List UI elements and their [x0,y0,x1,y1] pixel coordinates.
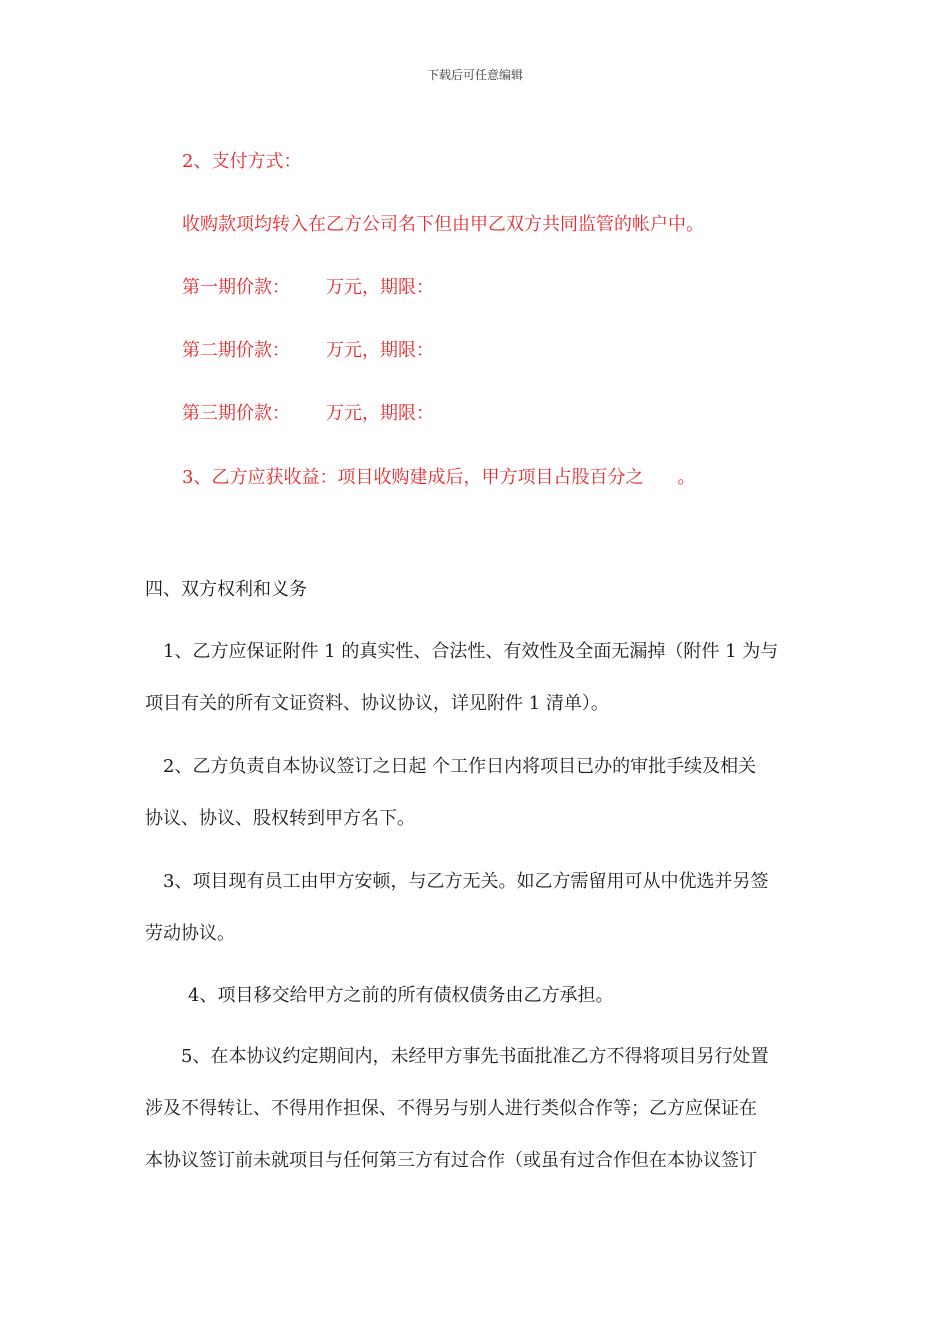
item-1-line-1: 1、乙方应保证附件 1 的真实性、合法性、有效性及全面无漏掉（附件 1 为与 [163,641,779,662]
payment-account-text: 收购款项均转入在乙方公司名下但由甲乙双方共同监管的帐户中。 [182,214,704,235]
item-5-line-3: 本协议签订前未就项目与任何第三方有过合作（或虽有过合作但在本协议签订 [145,1150,757,1171]
installment-3 [182,402,852,426]
installment-3-amount: 万元，期限： [326,403,434,424]
installment-2-label: 第二期价款： [182,340,290,361]
item-4: 4、项目移交给甲方之前的所有债权债务由乙方承担。 [188,985,614,1006]
item-2-line-1: 2、乙方负责自本协议签订之日起 个工作日内将项目已办的审批手续及相关 [163,756,757,777]
payment-heading: 2、支付方式： [182,151,302,172]
item-1-line-2: 项目有关的所有文证资料、协议协议，详见附件 1 清单）。 [145,693,609,714]
installment-1-label: 第一期价款： [182,277,290,298]
installment-2-amount: 万元，期限： [326,340,434,361]
installment-1-amount: 万元，期限： [326,277,434,298]
item-5-line-2: 涉及不得转让、不得用作担保、不得另与别人进行类似合作等；乙方应保证在 [145,1098,757,1119]
benefit-end: 。 [677,467,696,488]
installment-3-label: 第三期价款： [182,403,290,424]
installment-1 [182,276,852,300]
benefit-main: 3、乙方应获收益：项目收购建成后，甲方项目占股百分之 [182,467,644,488]
section-4-title: 四、双方权利和义务 [145,579,307,600]
installment-2 [182,339,852,363]
page-header: 下载后可任意编辑 [426,68,523,82]
item-3-line-2: 劳动协议。 [145,923,235,944]
item-5-line-1: 5、在本协议约定期间内，未经甲方事先书面批准乙方不得将项目另行处置 [181,1046,769,1067]
item-2-line-2: 协议、协议、股权转到甲方名下。 [145,808,415,829]
benefit-text [182,466,852,490]
item-3-line-1: 3、项目现有员工由甲方安顿，与乙方无关。如乙方需留用可从中优选并另签 [163,871,769,892]
